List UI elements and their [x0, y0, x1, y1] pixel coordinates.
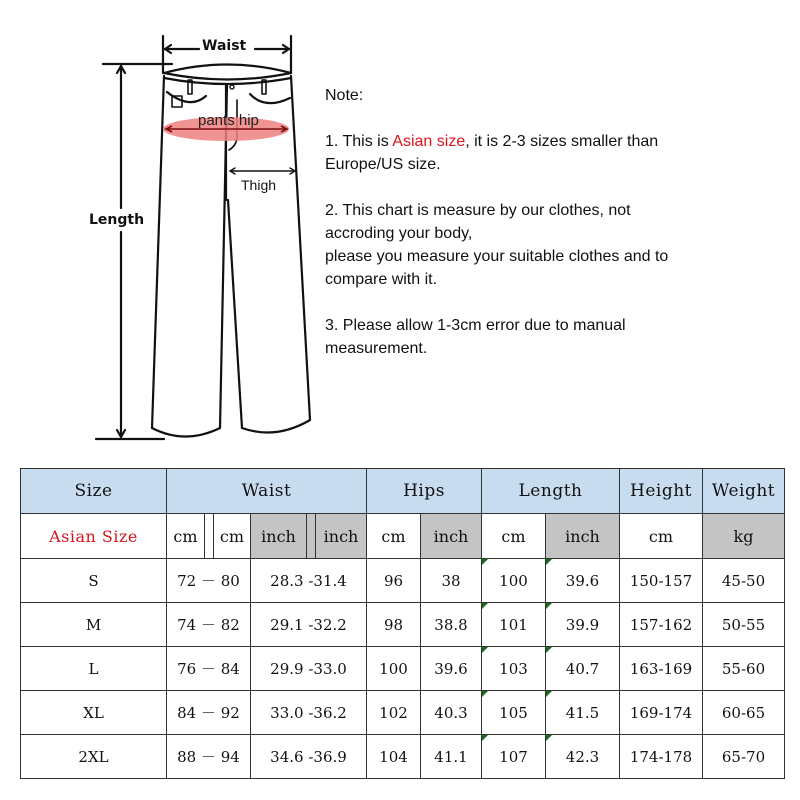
note-3-line1: 3. Please allow 1-3cm error due to manual — [325, 317, 626, 334]
cell-size: 2XL — [21, 735, 167, 779]
header-weight: Weight — [703, 469, 785, 514]
table-header-row — [21, 469, 785, 514]
cell-height: 169-174 — [620, 691, 703, 735]
hip-label: pants hip — [198, 112, 259, 129]
cell-length-cm: 103 — [482, 647, 546, 691]
table-units-row — [21, 514, 785, 559]
cell-length-inch: 41.5 — [546, 691, 620, 735]
header-waist: Waist — [167, 469, 367, 514]
cell-hips-cm: 98 — [367, 603, 421, 647]
cell-height: 163-169 — [620, 647, 703, 691]
note-1-prefix: 1. This is — [325, 133, 393, 150]
cell-weight: 45-50 — [703, 559, 785, 603]
cell-length-cm: 101 — [482, 603, 546, 647]
cell-size: M — [21, 603, 167, 647]
cell-length-inch: 40.7 — [546, 647, 620, 691]
note-3-line2: measurement. — [325, 340, 428, 357]
cell-weight: 60-65 — [703, 691, 785, 735]
cell-height: 174-178 — [620, 735, 703, 779]
unit-length-cm: cm — [482, 514, 546, 559]
table-row — [21, 603, 785, 647]
waist-label: Waist — [202, 38, 247, 54]
header-hips: Hips — [367, 469, 482, 514]
cell-waist-inch: 29.1 -32.2 — [251, 603, 367, 647]
unit-hips-inch: inch — [421, 514, 482, 559]
cell-waist-cm: 72 － 80 — [167, 559, 251, 603]
unit-waist-inch-2: inch — [316, 514, 367, 559]
header-length: Length — [482, 469, 620, 514]
cell-hips-inch: 41.1 — [421, 735, 482, 779]
cell-waist-cm: 76 － 84 — [167, 647, 251, 691]
cell-hips-inch: 38 — [421, 559, 482, 603]
unit-spacer — [205, 514, 214, 559]
cell-weight: 55-60 — [703, 647, 785, 691]
cell-length-cm: 105 — [482, 691, 546, 735]
cell-weight: 65-70 — [703, 735, 785, 779]
note-1-line2: Europe/US size. — [325, 156, 441, 173]
pants-diagram — [0, 0, 330, 450]
table-row — [21, 647, 785, 691]
note-2-line4: compare with it. — [325, 271, 438, 288]
unit-length-inch: inch — [546, 514, 620, 559]
cell-waist-inch: 33.0 -36.2 — [251, 691, 367, 735]
unit-weight-kg: kg — [703, 514, 785, 559]
cell-waist-inch: 34.6 -36.9 — [251, 735, 367, 779]
cell-size: XL — [21, 691, 167, 735]
cell-size: S — [21, 559, 167, 603]
cell-waist-cm: 88 － 94 — [167, 735, 251, 779]
asian-size-highlight: Asian size — [392, 133, 466, 150]
cell-hips-cm: 102 — [367, 691, 421, 735]
unit-spacer — [307, 514, 316, 559]
cell-hips-cm: 100 — [367, 647, 421, 691]
unit-height-cm: cm — [620, 514, 703, 559]
note-1 — [325, 130, 785, 153]
cell-hips-cm: 96 — [367, 559, 421, 603]
cell-length-cm: 107 — [482, 735, 546, 779]
unit-waist-cm-2: cm — [214, 514, 251, 559]
cell-weight: 50-55 — [703, 603, 785, 647]
thigh-label: Thigh — [241, 177, 277, 193]
notes-section — [325, 84, 785, 383]
note-2-line2: accroding your body, — [325, 225, 473, 242]
cell-length-inch: 39.6 — [546, 559, 620, 603]
cell-length-cm: 100 — [482, 559, 546, 603]
cell-hips-inch: 40.3 — [421, 691, 482, 735]
unit-waist-cm-1: cm — [167, 514, 205, 559]
table-row — [21, 735, 785, 779]
cell-waist-inch: 28.3 -31.4 — [251, 559, 367, 603]
cell-length-inch: 39.9 — [546, 603, 620, 647]
cell-waist-cm: 74 － 82 — [167, 603, 251, 647]
header-size: Size — [21, 469, 167, 514]
size-chart-table — [20, 468, 785, 779]
cell-height: 150-157 — [620, 559, 703, 603]
cell-hips-cm: 104 — [367, 735, 421, 779]
length-label: Length — [89, 212, 145, 228]
cell-waist-cm: 84 － 92 — [167, 691, 251, 735]
header-height: Height — [620, 469, 703, 514]
cell-hips-inch: 39.6 — [421, 647, 482, 691]
notes-title: Note: — [325, 87, 364, 104]
table-row — [21, 691, 785, 735]
note-2-line3: please you measure your suitable clothes and to — [325, 248, 669, 265]
note-2-line1: 2. This chart is measure by our clothes, not — [325, 202, 631, 219]
unit-hips-cm: cm — [367, 514, 421, 559]
cell-height: 157-162 — [620, 603, 703, 647]
cell-size: L — [21, 647, 167, 691]
cell-waist-inch: 29.9 -33.0 — [251, 647, 367, 691]
asian-size-label: Asian Size — [21, 514, 167, 559]
table-row — [21, 559, 785, 603]
note-1-suffix: , it is 2-3 sizes smaller than — [465, 133, 659, 150]
cell-hips-inch: 38.8 — [421, 603, 482, 647]
cell-length-inch: 42.3 — [546, 735, 620, 779]
unit-waist-inch-1: inch — [251, 514, 307, 559]
